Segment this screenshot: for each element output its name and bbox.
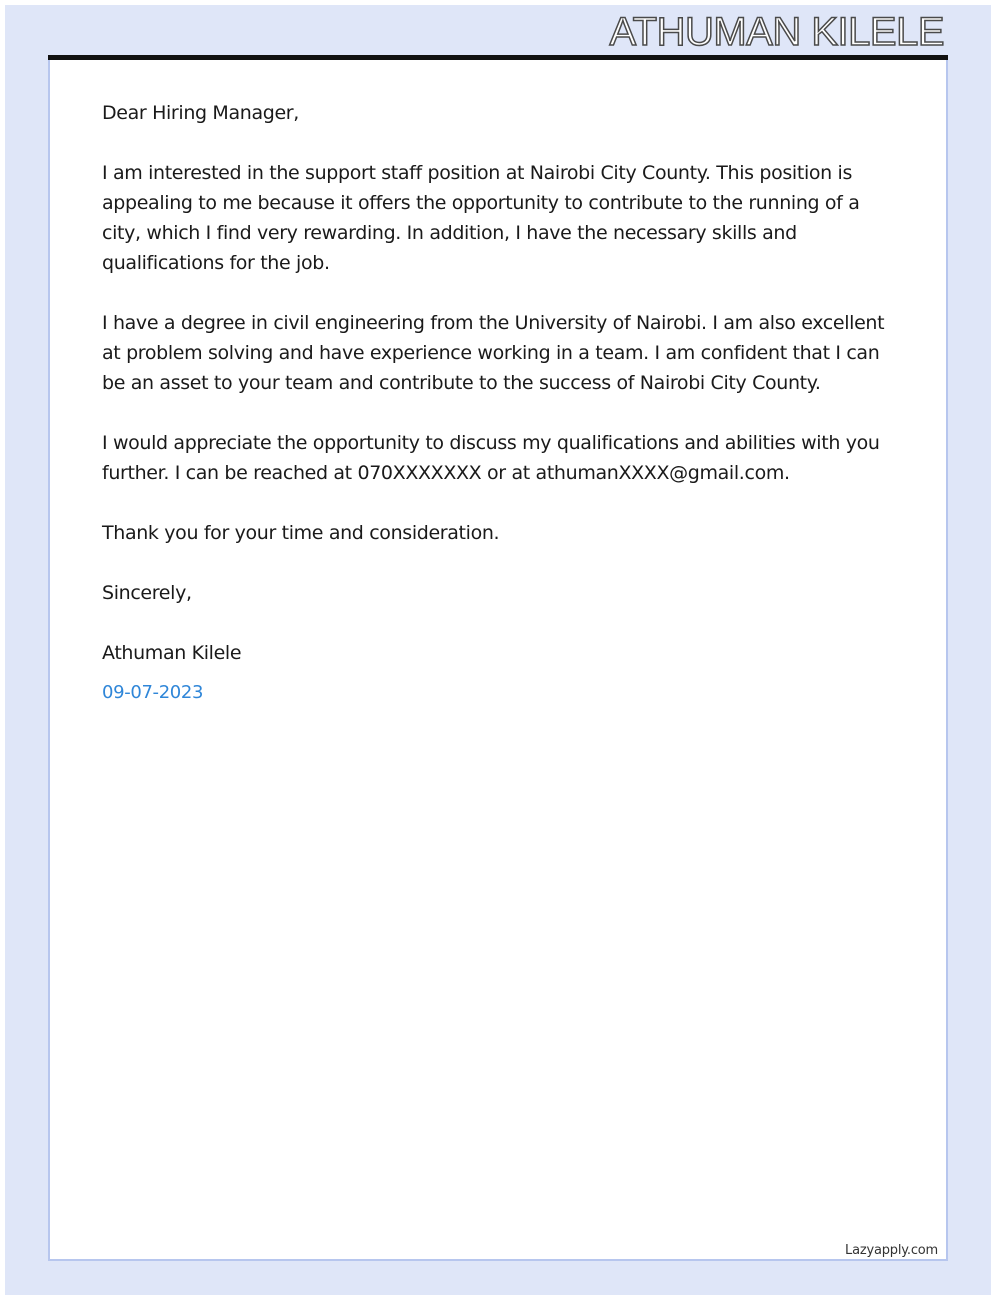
letter-date: 09-07-2023 [102,682,204,703]
paragraph-3: I would appreciate the opportunity to discuss my qualifications and abilities with you further. I can be reached at 070XXXXXXX or at athumanXXXX@gmail.com. [102,432,880,484]
paragraph-4: Thank you for your time and consideration. [102,522,500,544]
letter-page [48,60,948,1261]
applicant-name-heading: ATHUMAN KILELE [609,10,944,54]
paragraph-1: I am interested in the support staff position at Nairobi City County. This position is appealing to me because it offers the opportunity to contribute to the running of a city, which I find very rewarding. In addition, I have the necessary skills and qualifications for the job. [102,162,860,274]
salutation: Dear Hiring Manager, [102,102,299,124]
signature-name: Athuman Kilele [102,642,242,664]
paragraph-2: I have a degree in civil engineering from the University of Nairobi. I am also excellent at problem solving and have experience working in a team. I am confident that I can be an asset to your team and contribute to the success of Nairobi City County. [102,312,885,394]
letter-body [102,98,892,708]
watermark: Lazyapply.com [845,1243,938,1258]
closing: Sincerely, [102,582,192,604]
